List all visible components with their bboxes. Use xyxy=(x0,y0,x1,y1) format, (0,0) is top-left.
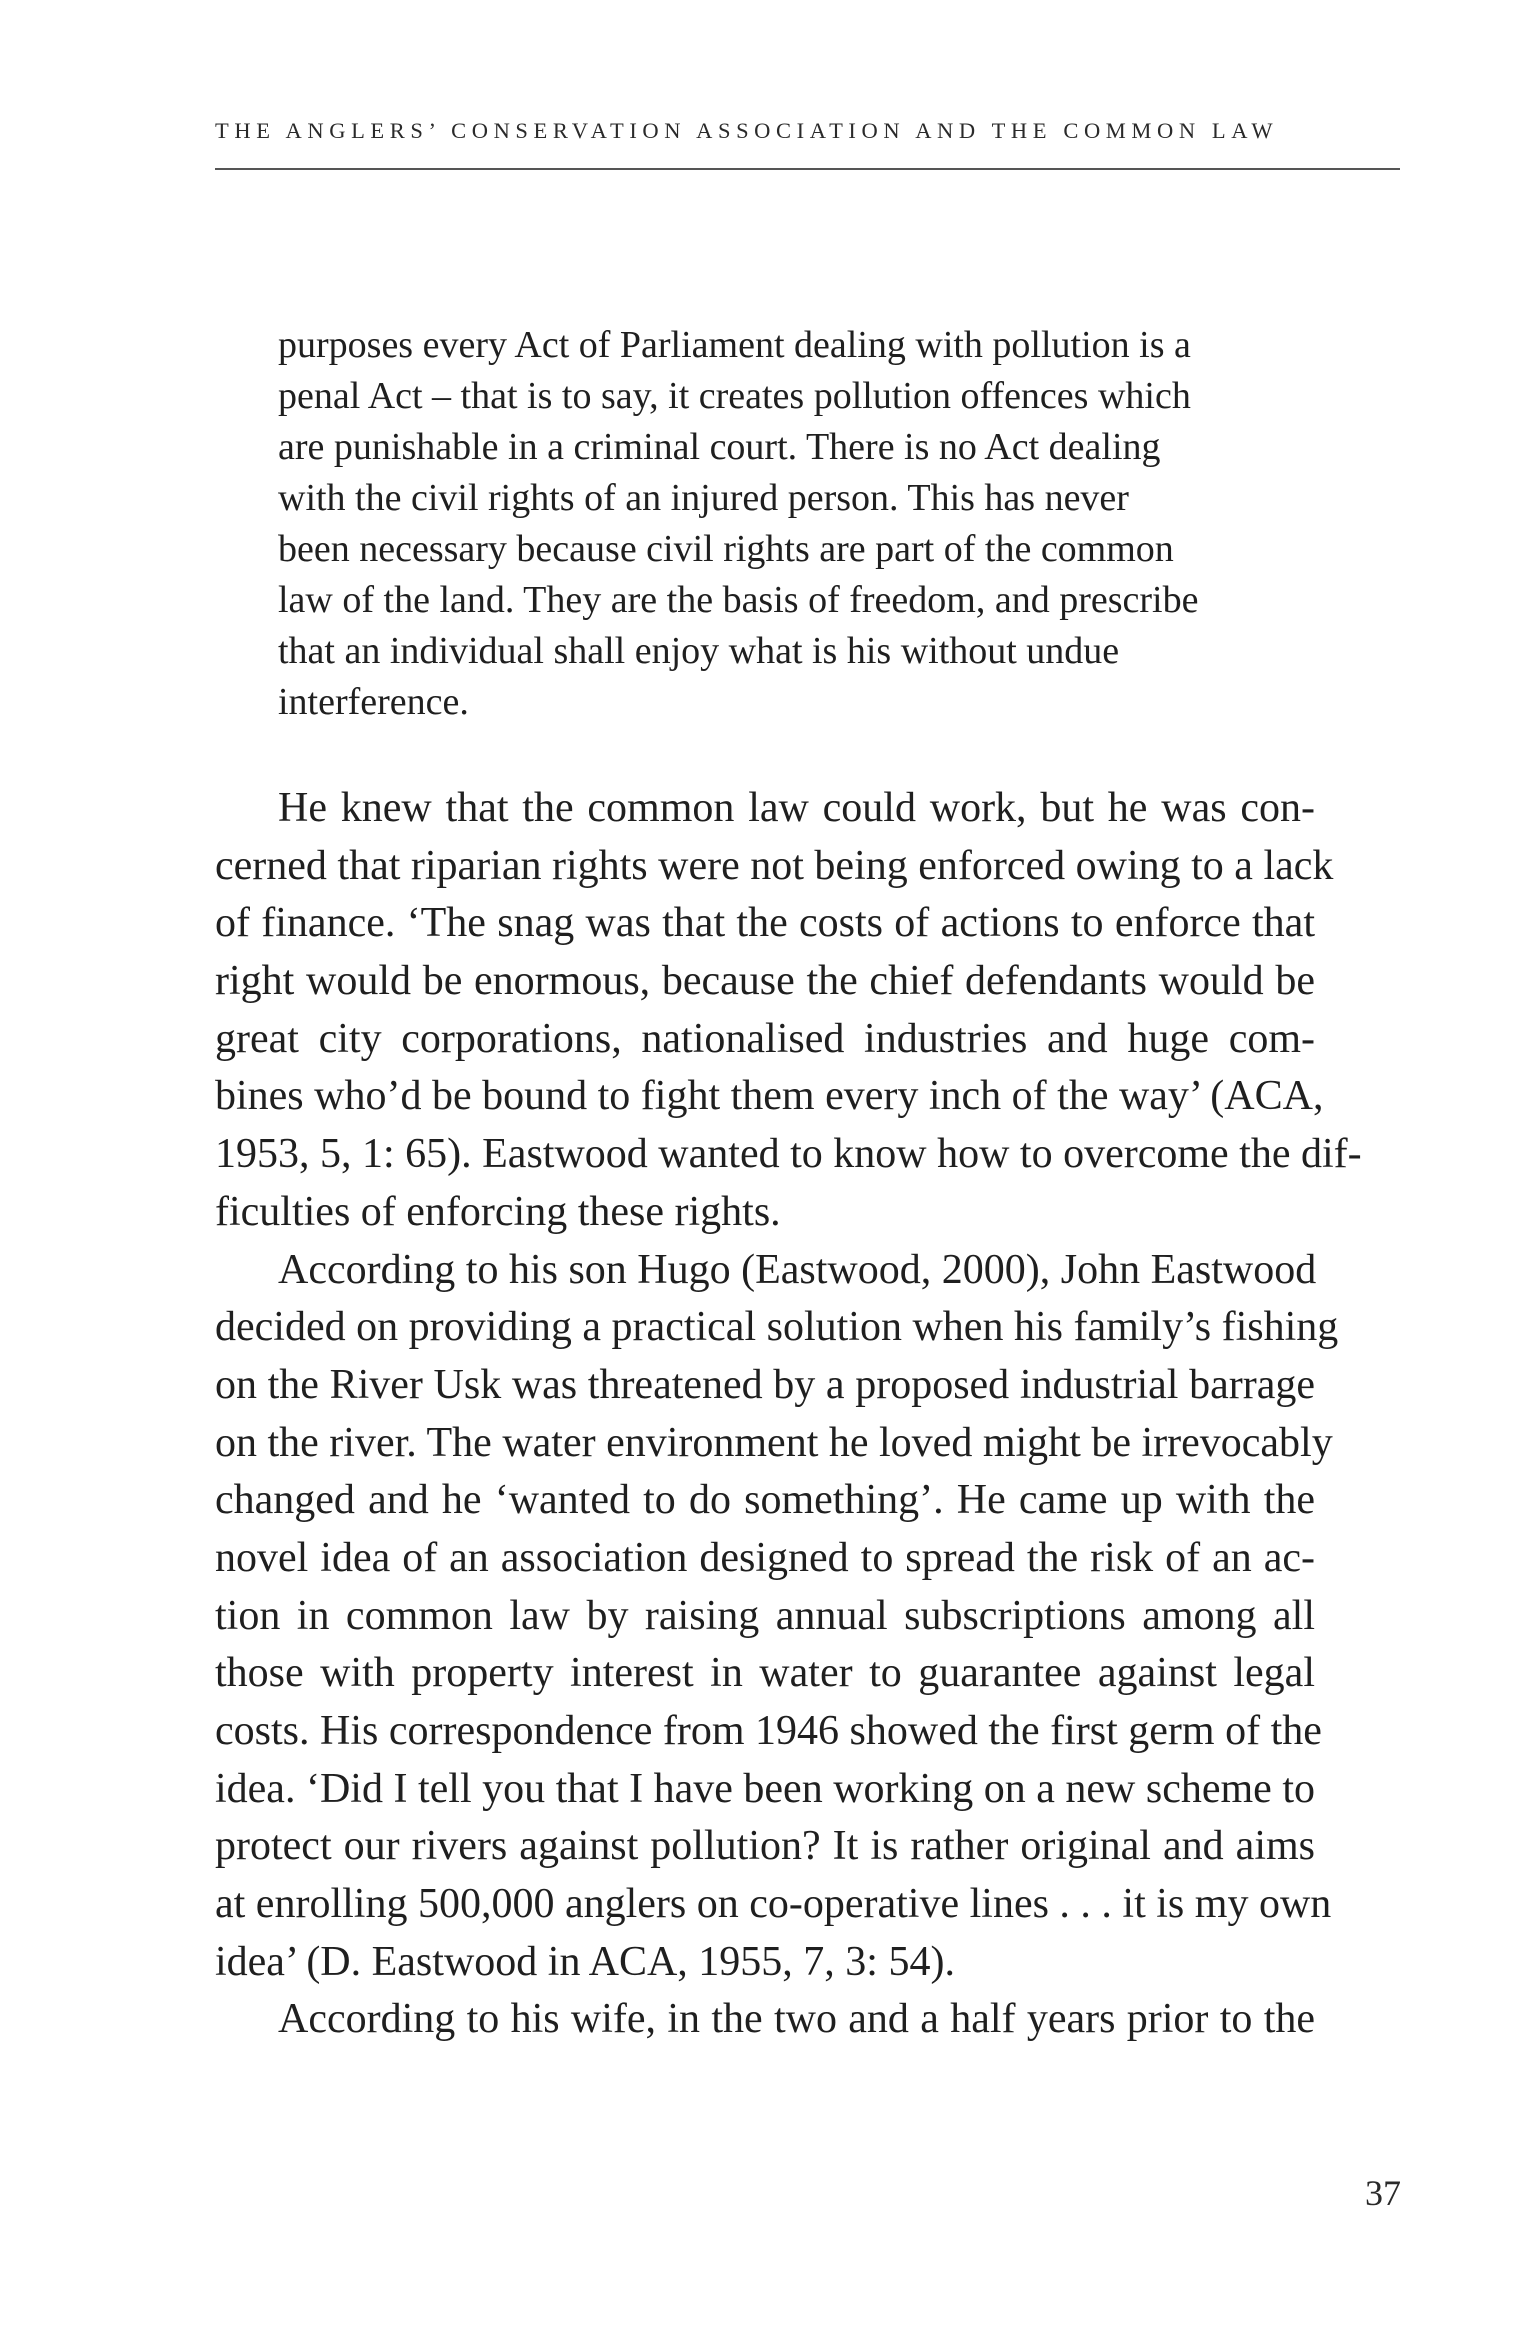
body-line: He knew that the common law could work, but he was con- xyxy=(278,785,1315,831)
body-line: great city corporations, nationalised industries and huge com- xyxy=(215,1015,1315,1062)
body-line: at enrolling 500,000 anglers on co-operative lines . . . it is my own xyxy=(215,1881,1332,1928)
body-line: novel idea of an association designed to spread the risk of an ac- xyxy=(215,1534,1315,1581)
body-line: protect our rivers against pollution? It is rather original and aims xyxy=(215,1823,1315,1870)
quote-line: penal Act – that is to say, it creates pollution offences which xyxy=(278,375,1191,417)
body-line: idea’ (D. Eastwood in ACA, 1955, 7, 3: 54). xyxy=(215,1938,955,1985)
body-line: tion in common law by raising annual subscriptions among all xyxy=(215,1592,1315,1639)
header-rule xyxy=(215,168,1400,170)
body-line: bines who’d be bound to fight them every inch of the way’ (ACA, xyxy=(215,1073,1324,1120)
quote-line: purposes every Act of Parliament dealing with pollution is a xyxy=(278,324,1191,366)
body-line: costs. His correspondence from 1946 showed the first germ of the xyxy=(215,1708,1322,1754)
quote-line: been necessary because civil rights are part of the common xyxy=(278,528,1174,570)
paragraph-1 xyxy=(215,780,1362,1242)
quote-line: with the civil rights of an injured person. This has never xyxy=(278,477,1129,519)
quote-line: law of the land. They are the basis of freedom, and prescribe xyxy=(278,579,1199,621)
body-line: of finance. ‘The snag was that the costs of actions to enforce that xyxy=(215,900,1315,947)
block-quote xyxy=(278,320,1238,728)
quote-line: are punishable in a criminal court. There is no Act dealing xyxy=(278,426,1161,468)
body-line: on the river. The water environment he loved might be irrevocably xyxy=(215,1419,1333,1466)
page-number: 37 xyxy=(1365,2173,1401,2213)
body-line: right would be enormous, because the chief defendants would be xyxy=(215,958,1315,1005)
paragraph-3 xyxy=(215,1991,1315,2049)
body-line: decided on providing a practical solution when his family’s fishing xyxy=(215,1304,1339,1351)
body-line: idea. ‘Did I tell you that I have been working on a new scheme to xyxy=(215,1765,1315,1812)
quote-line: interference. xyxy=(278,681,469,723)
body-text xyxy=(215,780,1362,2049)
body-line: ficulties of enforcing these rights. xyxy=(215,1188,781,1235)
body-line: changed and he ‘wanted to do something’. He came up with the xyxy=(215,1477,1315,1524)
body-line: According to his son Hugo (Eastwood, 2000), John Eastwood xyxy=(278,1246,1317,1293)
body-line: According to his wife, in the two and a half years prior to the xyxy=(278,1996,1315,2043)
body-line: those with property interest in water to guarantee against legal xyxy=(215,1650,1315,1697)
body-line: 1953, 5, 1: 65). Eastwood wanted to know how to overcome the dif- xyxy=(215,1131,1362,1178)
quote-line: that an individual shall enjoy what is his without undue xyxy=(278,630,1120,672)
body-line: cerned that riparian rights were not being enforced owing to a lack xyxy=(215,842,1334,889)
running-head: THE ANGLERS’ CONSERVATION ASSOCIATION AND THE COMMON LAW xyxy=(215,118,1279,143)
body-line: on the River Usk was threatened by a proposed industrial barrage xyxy=(215,1361,1315,1408)
paragraph-2 xyxy=(215,1242,1339,1992)
